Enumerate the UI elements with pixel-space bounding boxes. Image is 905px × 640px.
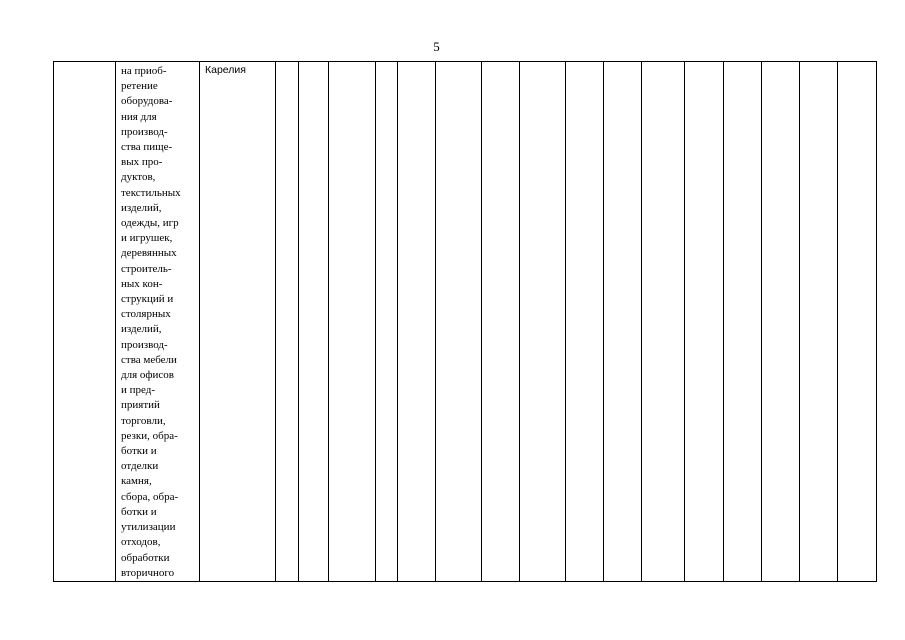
empty-cell (800, 62, 838, 582)
cell-number (54, 62, 116, 582)
description-line: дуктов, (121, 171, 156, 184)
cell-description (116, 62, 200, 582)
description-line: производ- (121, 125, 168, 138)
empty-cell (329, 62, 376, 582)
table-row (54, 62, 877, 582)
description-line: вых про- (121, 156, 163, 169)
description-line: изделий, (121, 323, 162, 336)
description-line: производ- (121, 338, 168, 351)
description-line: резки, обра- (121, 429, 178, 442)
empty-cell (276, 62, 299, 582)
description-line: деревянных (121, 247, 177, 260)
description-line: ретение (121, 80, 158, 93)
description-line: текстильных (121, 186, 181, 199)
description-line: ных кон- (121, 277, 163, 290)
description-line: приятий (121, 399, 160, 412)
empty-cell (604, 62, 642, 582)
description-line: ботки и (121, 445, 157, 458)
description-line: вторичного (121, 566, 175, 579)
empty-cell (436, 62, 482, 582)
empty-cell (566, 62, 604, 582)
description-line: торговли, (121, 414, 166, 427)
empty-cell (482, 62, 520, 582)
description-line: струкций и (121, 293, 174, 306)
description-line: и игрушек, (121, 232, 173, 245)
description-line: ния для (121, 110, 157, 123)
description-line: отделки (121, 460, 159, 473)
empty-cell (299, 62, 329, 582)
page-number: 5 (433, 39, 440, 54)
empty-cell (642, 62, 685, 582)
description-line: ства пище- (121, 141, 173, 154)
cell-region: Карелия (200, 62, 276, 582)
description-line: утилизации (121, 521, 176, 534)
description-line: ства мебели (121, 353, 177, 366)
empty-cell (520, 62, 566, 582)
description-line: ботки и (121, 505, 157, 518)
description-line: на приоб- (121, 65, 167, 77)
data-table (53, 61, 877, 582)
description-line: строитель- (121, 262, 172, 275)
description-line: обработки (121, 551, 170, 564)
description-line: оборудова- (121, 95, 173, 108)
description-line: одежды, игр (121, 217, 179, 230)
empty-cell (398, 62, 436, 582)
description-line: отходов, (121, 536, 161, 549)
description-line: изделий, (121, 201, 162, 214)
empty-cell (724, 62, 762, 582)
empty-cell (838, 62, 877, 582)
description-line: столярных (121, 308, 171, 321)
empty-cell (376, 62, 398, 582)
description-line: камня, (121, 475, 152, 488)
description-line: сбора, обра- (121, 490, 179, 503)
description-line: и пред- (121, 384, 156, 397)
empty-cell (762, 62, 800, 582)
description-line: для офисов (121, 369, 174, 382)
empty-cell (685, 62, 724, 582)
